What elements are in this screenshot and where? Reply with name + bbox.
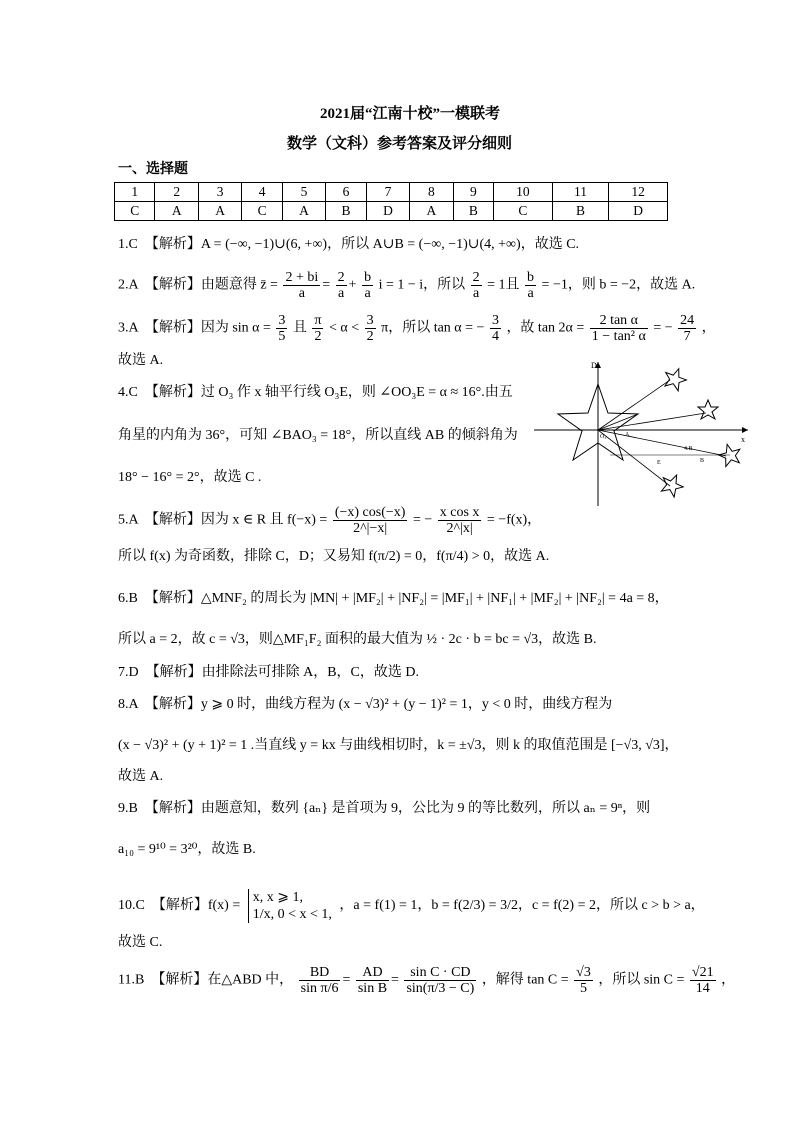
fraction [678,313,696,344]
denominator: a [473,286,480,301]
numerator: sin C · CD [404,965,476,981]
fraction [690,965,716,996]
text-run: 3.A 【解析】因为 sin α = [118,320,271,336]
fraction [336,270,347,301]
numerator: AD [356,965,389,981]
text-run: ，所以 sin C = [598,972,685,988]
table-cell: C [494,202,553,221]
denominator: 2 [314,329,322,344]
text-run: < α < [328,320,360,336]
numerator: 3 [491,313,499,328]
numerator: 24 [680,313,695,328]
axis-label-y: D [591,361,597,370]
label-o3: O₃ [600,434,607,440]
solution-4-line3: 18° − 16° = 2°，故选 C . [118,470,262,485]
table-cell: 9 [453,183,493,202]
ray [598,430,726,456]
denominator: 14 [695,981,710,996]
denominator: 7 [683,329,691,344]
numerator: 2 [472,270,480,285]
small-star [658,470,687,498]
table-cell: B [552,202,609,221]
text-run: = −f(x)， [486,512,542,528]
denominator: 2^|x| [446,521,473,536]
fraction [356,965,389,996]
numerator: x cos x [439,505,480,520]
text-run: = − [653,320,673,336]
solution-10-line2: 故选 C. [118,935,163,950]
denominator: 5 [580,981,587,996]
table-cell: D [366,202,409,221]
text-run: ，a = f(1) = 1，b = f(2/3) = 3/2，c = f(2) = 2，所以 c > b > a， [339,898,705,914]
table-cell: 8 [410,183,453,202]
table-cell: 5 [282,183,325,202]
solution-6-line1: 6.B 【解析】△MNF₂ 的周长为 |MN| + |MF₂| + |NF₂| = |MF₁| + |NF₁| + |MF₂| + |NF₂| = 4a = 8， [118,591,669,606]
fraction [574,965,593,996]
solution-5-line2: 所以 f(x) 为奇函数，排除 C，D；又易知 f(π/2) = 0，f(π/4) > 0，故选 A. [118,549,550,564]
numerator: √21 [691,965,714,980]
table-cell: B [453,202,493,221]
table-cell: A [282,202,325,221]
table-cell: 2 [155,183,198,202]
denominator: 1 − tan² α [591,329,646,344]
solution-1: 1.C 【解析】A = (−∞, −1)∪(6, +∞)，所以 A∪B = (−∞, −1)∪(4, +∞)，故选 C. [118,237,580,252]
text-run: ， [701,320,716,336]
text-run: 2.A 【解析】由题意得 z̄ = [118,277,278,293]
solution-3 [118,313,716,344]
small-star [661,365,689,392]
table-cell: C [115,202,155,221]
text-run: = − [412,512,433,528]
solution-4-line1: 4.C 【解析】过 O₃ 作 x 轴平行线 O₃E，则 ∠OO₃E = α ≈ 16°.由五 [118,385,513,400]
text-run: ，故 tan 2α = [506,320,585,336]
label-b: B [700,458,705,464]
table-cell: 1 [115,183,155,202]
text-run: = −1，则 b = −2，故选 A. [541,277,696,293]
solution-5 [118,505,541,536]
denominator: a [364,286,371,301]
numerator: 3 [366,313,374,328]
solution-11: 11.B 【解析】在△ABD 中， $\frac{BD}{\text{sin π/6}}$ = $\frac{AD}{\text{sin B}}$ = $\frac{\text{sin C · CD}}{\sin(\pi/3 - C)}$ ，解得 tan C = $\frac{√3}{5}$ ，所以 sin C = $\frac{√21}{14}$ ， [118,965,736,996]
denominator: 2^|−x| [353,521,388,536]
solution-7: 7.D 【解析】由排除法可排除 A，B，C，故选 D. [118,665,420,680]
table-cell: A [410,202,453,221]
table-cell: B [326,202,366,221]
numerator: 3 [278,313,286,328]
denominator: 2 [366,329,374,344]
denominator: a [338,286,345,301]
piece: x, x ⩾ 1, [252,890,303,905]
ray [598,380,670,430]
table-cell: C [242,202,282,221]
text-run: = 1且 [487,277,520,293]
numerator: 2 [337,270,345,285]
denominator: 5 [278,329,286,344]
text-run: 11.B 【解析】在△ABD 中， [118,972,294,988]
label-a: A [625,432,630,438]
text-run: ， [721,972,736,988]
table-cell: 7 [366,183,409,202]
table-cell: 3 [198,183,241,202]
table-cell: 12 [609,183,668,202]
denominator: a [527,286,534,301]
table-cell: A [155,202,198,221]
table-cell: A [198,202,241,221]
fraction [276,313,287,344]
solution-4-line2: 角星的内角为 36°，可知 ∠BAO₃ = 18°，所以直线 AB 的倾斜角为 [118,428,518,443]
fraction [283,270,320,301]
solution-9-line2: a₁₀ = 9¹⁰ = 3²⁰，故选 B. [118,842,256,857]
fraction [333,505,408,536]
solution-3-end: 故选 A. [118,353,164,368]
table-row-answers [115,202,668,221]
numerator: BD [299,965,341,981]
fraction [362,270,373,301]
text-run: 且 [292,320,307,336]
numerator: (−x) cos(−x) [334,505,406,520]
fraction [404,965,476,996]
numerator: 2 tan α [590,313,648,329]
axis-label-x: x [741,435,745,444]
solution-8-line2: (x − √3)² + (y + 1)² = 1 .当直线 y = kx 与曲线相切时，k = ±√3，则 k 的取值范围是 [−√3, √3]， [118,738,679,753]
small-star [698,400,718,419]
page-title: 2021届“江南十校”一模联考 [320,106,501,122]
label-small: 4.B [684,446,693,452]
table-row-numbers [115,183,668,202]
numerator: 2 + bi [285,270,319,285]
denominator: sin(π/3 − C) [406,981,475,996]
solution-10 [118,889,705,923]
text-run: i = 1 − i，所以 [378,277,466,293]
denominator: sin B [357,981,388,996]
fraction [490,313,501,344]
solution-2: 2.A 【解析】由题意得 z̄ = $\frac{2 + bi}{a}$ = $\frac{2}{a}$ + $\frac{b}{a}$ i = 1 − i，所以 $\frac{2}{a}$ = 1且 $\frac{b}{a}$ = −1，则 b = −2，故选 A. [118,270,696,301]
fraction [312,313,323,344]
table-cell: 11 [552,183,609,202]
table-cell: 10 [494,183,553,202]
text-run: 5.A 【解析】因为 x ∈ R 且 f(−x) = [118,512,328,528]
solution-8-line3: 故选 A. [118,769,164,784]
numerator: √3 [576,965,591,980]
fraction [590,313,648,344]
fraction [365,313,376,344]
solution-8-line1: 8.A 【解析】y ⩾ 0 时，曲线方程为 (x − √3)² + (y − 1)² = 1，y < 0 时，曲线方程为 [118,697,613,712]
answer-table [114,182,668,221]
text-run: ，解得 tan C = [481,972,569,988]
table-cell: 4 [242,183,282,202]
table-cell: 6 [326,183,366,202]
fraction [438,505,482,536]
denominator: sin π/6 [300,981,339,996]
numerator: π [314,313,322,328]
piece: 1/x, 0 < x < 1, [252,907,332,922]
fraction [471,270,482,301]
text-run: π，所以 tan α = − [381,320,485,336]
small-star [717,442,744,468]
star-diagram [530,358,752,508]
solution-6-line2: 所以 a = 2，故 c = √3，则△MF₁F₂ 面积的最大值为 ½ · 2c · b = bc = √3，故选 B. [118,632,597,647]
ray [598,430,670,486]
page-subtitle: 数学（文科）参考答案及评分细则 [287,136,513,152]
piecewise-function [248,889,332,923]
ray [598,413,706,430]
denominator: 4 [491,329,499,344]
fraction [525,270,536,301]
numerator: b [527,270,535,285]
section-heading: 一、选择题 [118,162,188,177]
denominator: a [298,286,305,301]
table-cell: D [609,202,668,221]
numerator: b [364,270,372,285]
label-e: E [657,460,661,466]
fraction [299,965,341,996]
solution-9-line1: 9.B 【解析】由题意知，数列 {aₙ} 是首项为 9，公比为 9 的等比数列，所以 aₙ = 9ⁿ，则 [118,801,651,816]
text-run: 10.C 【解析】f(x) = [118,898,241,914]
